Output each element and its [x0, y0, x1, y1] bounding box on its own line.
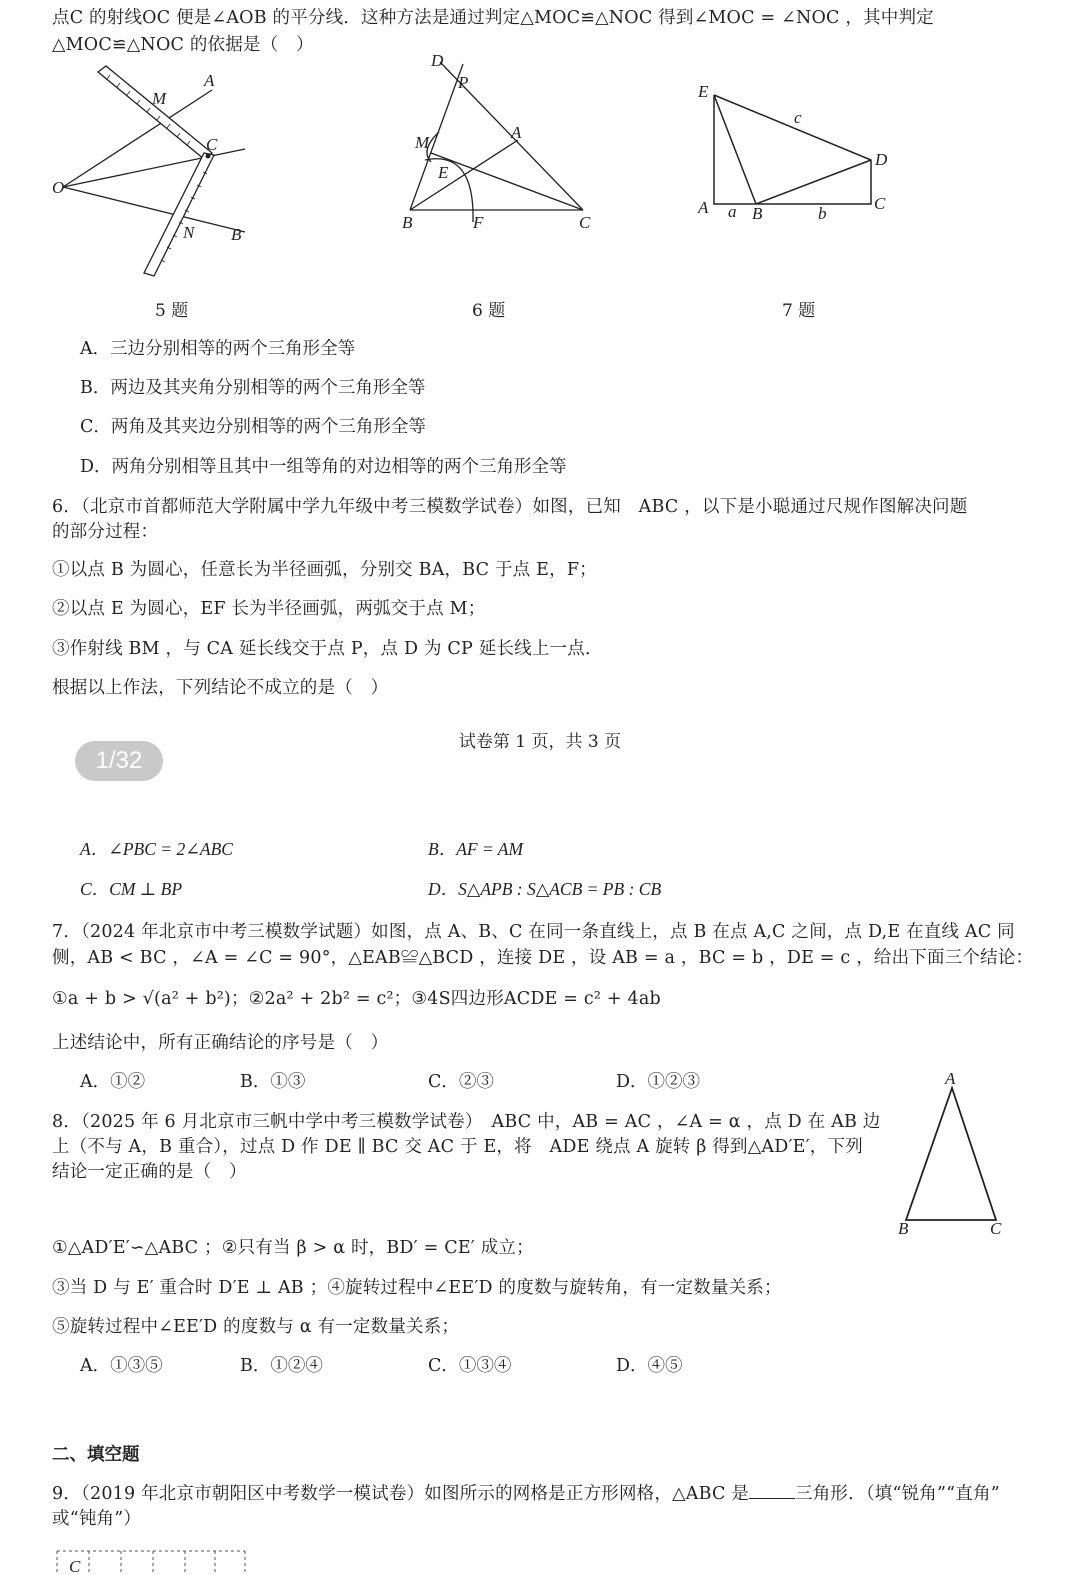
fig7-label-c: C [874, 194, 886, 213]
fig6-label-d: D [431, 51, 444, 70]
fig8-label-a: A [945, 1069, 956, 1088]
q5-intro-line2: △MOC≌△NOC 的依据是（ ） [52, 35, 314, 55]
q9-grid-label-c: C [69, 1557, 81, 1575]
fig6-label-a: A [511, 123, 522, 142]
q6-option-d: D．S△APB : S△ACB = PB : CB [428, 879, 662, 899]
q7-question: 上述结论中，所有正确结论的序号是（ ） [52, 1033, 389, 1053]
q6-option-b: B．AF = AM [428, 839, 524, 859]
q7-conclusions: ①a + b > √(a² + b²)；②2a² + 2b² = c²；③4S四边形ACDE = c² + 4ab [52, 989, 661, 1009]
fig6-label-f: F [473, 213, 484, 232]
q9-line1 [52, 1480, 1000, 1505]
q9-answer-blank[interactable] [749, 1482, 795, 1499]
q7-option-a: A．①② [80, 1072, 146, 1092]
q9-line1-start: 9．（2019 年北京市朝阳区中考数学一模试卷）如图所示的网格是正方形网格，△ABC 是 [52, 1484, 750, 1504]
figure-7-trapezoid [690, 75, 910, 225]
figure-5-ruler-bisector [40, 60, 270, 290]
q8-statement2: ③当 D 与 E′ 重合时 D′E ⊥ AB ；④旋转过程中∠EE′D 的度数与旋转角，有一定数量关系； [52, 1278, 782, 1298]
q5-option-d: D．两角分别相等且其中一组等角的对边相等的两个三角形全等 [80, 457, 567, 477]
fig7-label-a: A [698, 198, 709, 217]
q8-statement3: ⑤旋转过程中∠EE′D 的度数与 α 有一定数量关系； [52, 1317, 460, 1337]
q6-step3: ③作射线 BM ，与 CA 延长线交于点 P，点 D 为 CP 延长线上一点． [52, 639, 603, 659]
fig7-label-b-lower: b [818, 204, 827, 223]
section-heading-fill-in: 二、填空题 [52, 1445, 140, 1465]
fig5-label-c: C [206, 135, 218, 154]
q9-square-grid [55, 1548, 250, 1575]
q8-line3: 结论一定正确的是（ ） [52, 1162, 247, 1182]
q6-step1: ①以点 B 为圆心，任意长为半径画弧，分别交 BA，BC 于点 E，F； [52, 560, 597, 580]
fig5-label-o: O [52, 178, 65, 197]
figure-5-caption: 5 题 [155, 301, 189, 321]
fig5-label-m: M [152, 89, 167, 108]
q6-line1: 6．（北京市首都师范大学附属中学九年级中考三模数学试卷）如图，已知 ABC ，以下是小聪通过尺规作图解决问题 [52, 497, 968, 517]
q9-line1-end: 三角形．（填“锐角”“直角” [795, 1484, 1000, 1504]
q8-option-d: D．④⑤ [616, 1356, 683, 1376]
figure-6-caption: 6 题 [472, 301, 506, 321]
q8-statement1: ①△AD′E′∽△ABC ；②只有当 β > α 时，BD′ = CE′ 成立； [52, 1238, 534, 1258]
q5-option-a: A．三边分别相等的两个三角形全等 [80, 339, 356, 359]
page-indicator[interactable]: 1/32 [75, 741, 163, 781]
fig7-label-c-lower: c [794, 108, 802, 127]
figure-8-isosceles-triangle [890, 1068, 1020, 1243]
fig5-label-b: B [231, 225, 242, 244]
q9-line2: 或“钝角”） [52, 1509, 142, 1529]
fig7-label-b: B [752, 204, 763, 223]
q7-option-b: B．①③ [240, 1072, 306, 1092]
figure-7-caption: 7 题 [782, 301, 816, 321]
q6-step2: ②以点 E 为圆心，EF 长为半径画弧，两弧交于点 M； [52, 599, 486, 619]
fig6-label-b: B [402, 213, 413, 232]
q8-line2: 上（不与 A，B 重合），过点 D 作 DE ∥ BC 交 AC 于 E，将 ADE 绕点 A 旋转 β 得到△AD′E′，下列 [52, 1137, 863, 1157]
q5-option-c: C．两角及其夹边分别相等的两个三角形全等 [80, 417, 426, 437]
q5-intro-line1: 点C 的射线OC 便是∠AOB 的平分线．这种方法是通过判定△MOC≌△NOC 得到∠MOC = ∠NOC ，其中判定 [52, 8, 934, 28]
fig6-label-p: P [458, 73, 469, 92]
fig7-label-e: E [698, 82, 709, 101]
fig7-label-a-lower: a [728, 202, 737, 221]
page-footer: 试卷第 1 页，共 3 页 [458, 732, 622, 752]
q6-question: 根据以上作法，下列结论不成立的是（ ） [52, 678, 389, 698]
fig6-label-c: C [579, 213, 591, 232]
fig8-label-c: C [990, 1219, 1002, 1238]
q8-option-c: C．①③④ [428, 1356, 512, 1376]
q6-option-a: A．∠PBC = 2∠ABC [80, 839, 233, 859]
fig5-label-a: A [204, 71, 215, 90]
q8-option-b: B．①②④ [240, 1356, 323, 1376]
figure-6-construction [395, 50, 610, 240]
fig8-label-b: B [898, 1219, 909, 1238]
q7-option-c: C．②③ [428, 1072, 494, 1092]
q7-line2: 侧，AB < BC ，∠A = ∠C = 90°，△EAB≌△BCD ，连接 DE ，设 AB = a ，BC = b ，DE = c ，给出下面三个结论： [52, 948, 1034, 968]
q8-option-a: A．①③⑤ [80, 1356, 163, 1376]
fig7-label-d: D [875, 150, 888, 169]
fig5-label-n: N [183, 223, 195, 242]
q7-option-d: D．①②③ [616, 1072, 701, 1092]
q5-option-b: B．两边及其夹角分别相等的两个三角形全等 [80, 378, 426, 398]
q8-line1: 8．（2025 年 6 月北京市三帆中学中考三模数学试卷） ABC 中，AB = AC ，∠A = α ，点 D 在 AB 边 [52, 1112, 881, 1132]
q7-line1: 7．（2024 年北京市中考三模数学试题）如图，点 A、B、C 在同一条直线上，点 B 在点 A,C 之间，点 D,E 在直线 AC 同 [52, 922, 1015, 942]
q6-option-c: C．CM ⊥ BP [80, 879, 183, 899]
q6-line2: 的部分过程： [52, 522, 159, 542]
fig6-label-e: E [438, 163, 449, 182]
fig6-label-m: M [415, 133, 430, 152]
